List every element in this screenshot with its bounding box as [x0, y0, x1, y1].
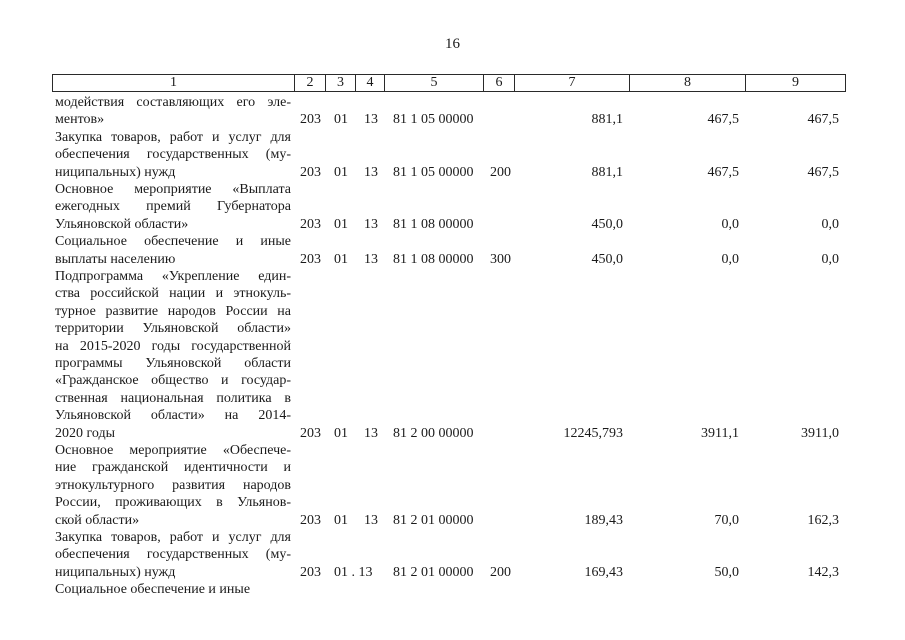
column-header-5: 5 [385, 75, 484, 92]
cell-col-8: 0,0 [721, 251, 739, 267]
description-line: этнокультурного развития народов [55, 477, 291, 493]
description-line: территории Ульяновской области» [55, 321, 291, 337]
cell-col-3: 01 [334, 216, 348, 232]
cell-col-9: 0,0 [821, 251, 839, 267]
cell-col-2: 203 [300, 425, 321, 441]
description-line: ежегодных премий Губернатора [55, 199, 291, 215]
description-line: ства российской нации и этнокуль- [55, 286, 291, 302]
cell-col-3: 01 . 13 [334, 564, 373, 580]
cell-col-4: 13 [364, 164, 378, 180]
cell-col-6: 200 [490, 564, 511, 580]
cell-col-8: 0,0 [721, 216, 739, 232]
cell-col-2: 203 [300, 564, 321, 580]
column-header-4: 4 [356, 75, 385, 92]
cell-col-8: 467,5 [707, 112, 739, 128]
cell-col-5: 81 2 01 00000 [393, 512, 474, 528]
cell-col-3: 01 [334, 512, 348, 528]
column-header-6: 6 [484, 75, 515, 92]
cell-col-2: 203 [300, 164, 321, 180]
description-line: России, проживающих в Ульянов- [55, 495, 291, 511]
cell-col-6: 200 [490, 164, 511, 180]
column-header-1: 1 [53, 75, 295, 92]
description-line: турное развитие народов России на [55, 303, 291, 319]
cell-col-7: 881,1 [591, 164, 623, 180]
column-header-7: 7 [515, 75, 630, 92]
cell-col-4: 13 [364, 251, 378, 267]
cell-col-5: 81 1 08 00000 [393, 216, 474, 232]
description-line: Основное мероприятие «Выплата [55, 182, 291, 197]
cell-col-7: 881,1 [591, 112, 623, 128]
cell-col-5: 81 2 00 00000 [393, 425, 474, 441]
cell-col-7: 12245,793 [563, 425, 623, 441]
description-line: Закупка товаров, работ и услуг для [55, 530, 291, 545]
cell-col-9: 0,0 [821, 216, 839, 232]
cell-col-3: 01 [334, 164, 348, 180]
row-description [55, 581, 291, 598]
cell-col-3: 01 [334, 251, 348, 267]
description-line: модействия составляющих его эле- [55, 95, 291, 110]
cell-col-9: 3911,0 [801, 425, 839, 441]
description-line: Социальное обеспечение и иные [55, 582, 251, 598]
description-line: Основное мероприятие «Обеспече- [55, 443, 291, 458]
cell-col-9: 467,5 [807, 112, 839, 128]
description-line: Закупка товаров, работ и услуг для [55, 129, 291, 145]
column-header-3: 3 [326, 75, 356, 92]
cell-col-4: 13 [364, 512, 378, 528]
description-line: ской области» [55, 512, 140, 528]
cell-col-5: 81 1 08 00000 [393, 251, 474, 267]
cell-col-2: 203 [300, 112, 321, 128]
row-description [55, 181, 291, 233]
description-line: программы Ульяновской области [55, 356, 291, 372]
cell-col-8: 50,0 [714, 564, 739, 580]
column-header-8: 8 [630, 75, 746, 92]
cell-col-3: 01 [334, 425, 348, 441]
cell-col-5: 81 1 05 00000 [393, 112, 474, 128]
description-line: ментов» [55, 112, 105, 128]
cell-col-8: 3911,1 [701, 425, 739, 441]
description-line: 2020 годы [55, 425, 116, 441]
description-line: выплаты населению [55, 251, 176, 267]
cell-col-9: 142,3 [807, 564, 839, 580]
cell-col-7: 450,0 [591, 251, 623, 267]
cell-col-6: 300 [490, 251, 511, 267]
cell-col-2: 203 [300, 512, 321, 528]
cell-col-4: 13 [364, 112, 378, 128]
description-line: Социальное обеспечение и иные [55, 234, 291, 250]
cell-col-7: 450,0 [591, 216, 623, 232]
description-line: на 2015-2020 годы государственной [55, 338, 291, 354]
row-description [55, 268, 291, 442]
description-line: Ульяновской области» [55, 216, 189, 232]
description-line: ние гражданской идентичности и [55, 460, 291, 476]
description-line: ственная национальная политика в [55, 390, 291, 406]
cell-col-9: 467,5 [807, 164, 839, 180]
page-number: 16 [445, 36, 460, 52]
description-line: обеспечения государственных (му- [55, 547, 291, 563]
cell-col-5: 81 2 01 00000 [393, 564, 474, 580]
cell-col-5: 81 1 05 00000 [393, 164, 474, 180]
column-header-row [53, 75, 846, 92]
description-line: Ульяновской области» на 2014- [55, 408, 291, 424]
description-line: ниципальных) нужд [55, 164, 176, 180]
column-header-table [52, 74, 846, 92]
row-description [55, 442, 291, 529]
cell-col-9: 162,3 [807, 512, 839, 528]
cell-col-2: 203 [300, 251, 321, 267]
column-header-9: 9 [746, 75, 846, 92]
row-description [55, 233, 291, 268]
description-line: ниципальных) нужд [55, 564, 176, 580]
column-header-2: 2 [295, 75, 326, 92]
description-line: обеспечения государственных (му- [55, 147, 291, 163]
cell-col-8: 70,0 [714, 512, 739, 528]
description-line: «Гражданское общество и государ- [55, 373, 291, 389]
cell-col-4: 13 [364, 216, 378, 232]
cell-col-2: 203 [300, 216, 321, 232]
row-description [55, 94, 291, 129]
cell-col-4: 13 [364, 425, 378, 441]
row-description [55, 529, 291, 581]
cell-col-8: 467,5 [707, 164, 739, 180]
row-description [55, 129, 291, 181]
cell-col-7: 169,43 [584, 564, 623, 580]
description-line: Подпрограмма «Укрепление един- [55, 269, 291, 284]
cell-col-3: 01 [334, 112, 348, 128]
cell-col-7: 189,43 [584, 512, 623, 528]
